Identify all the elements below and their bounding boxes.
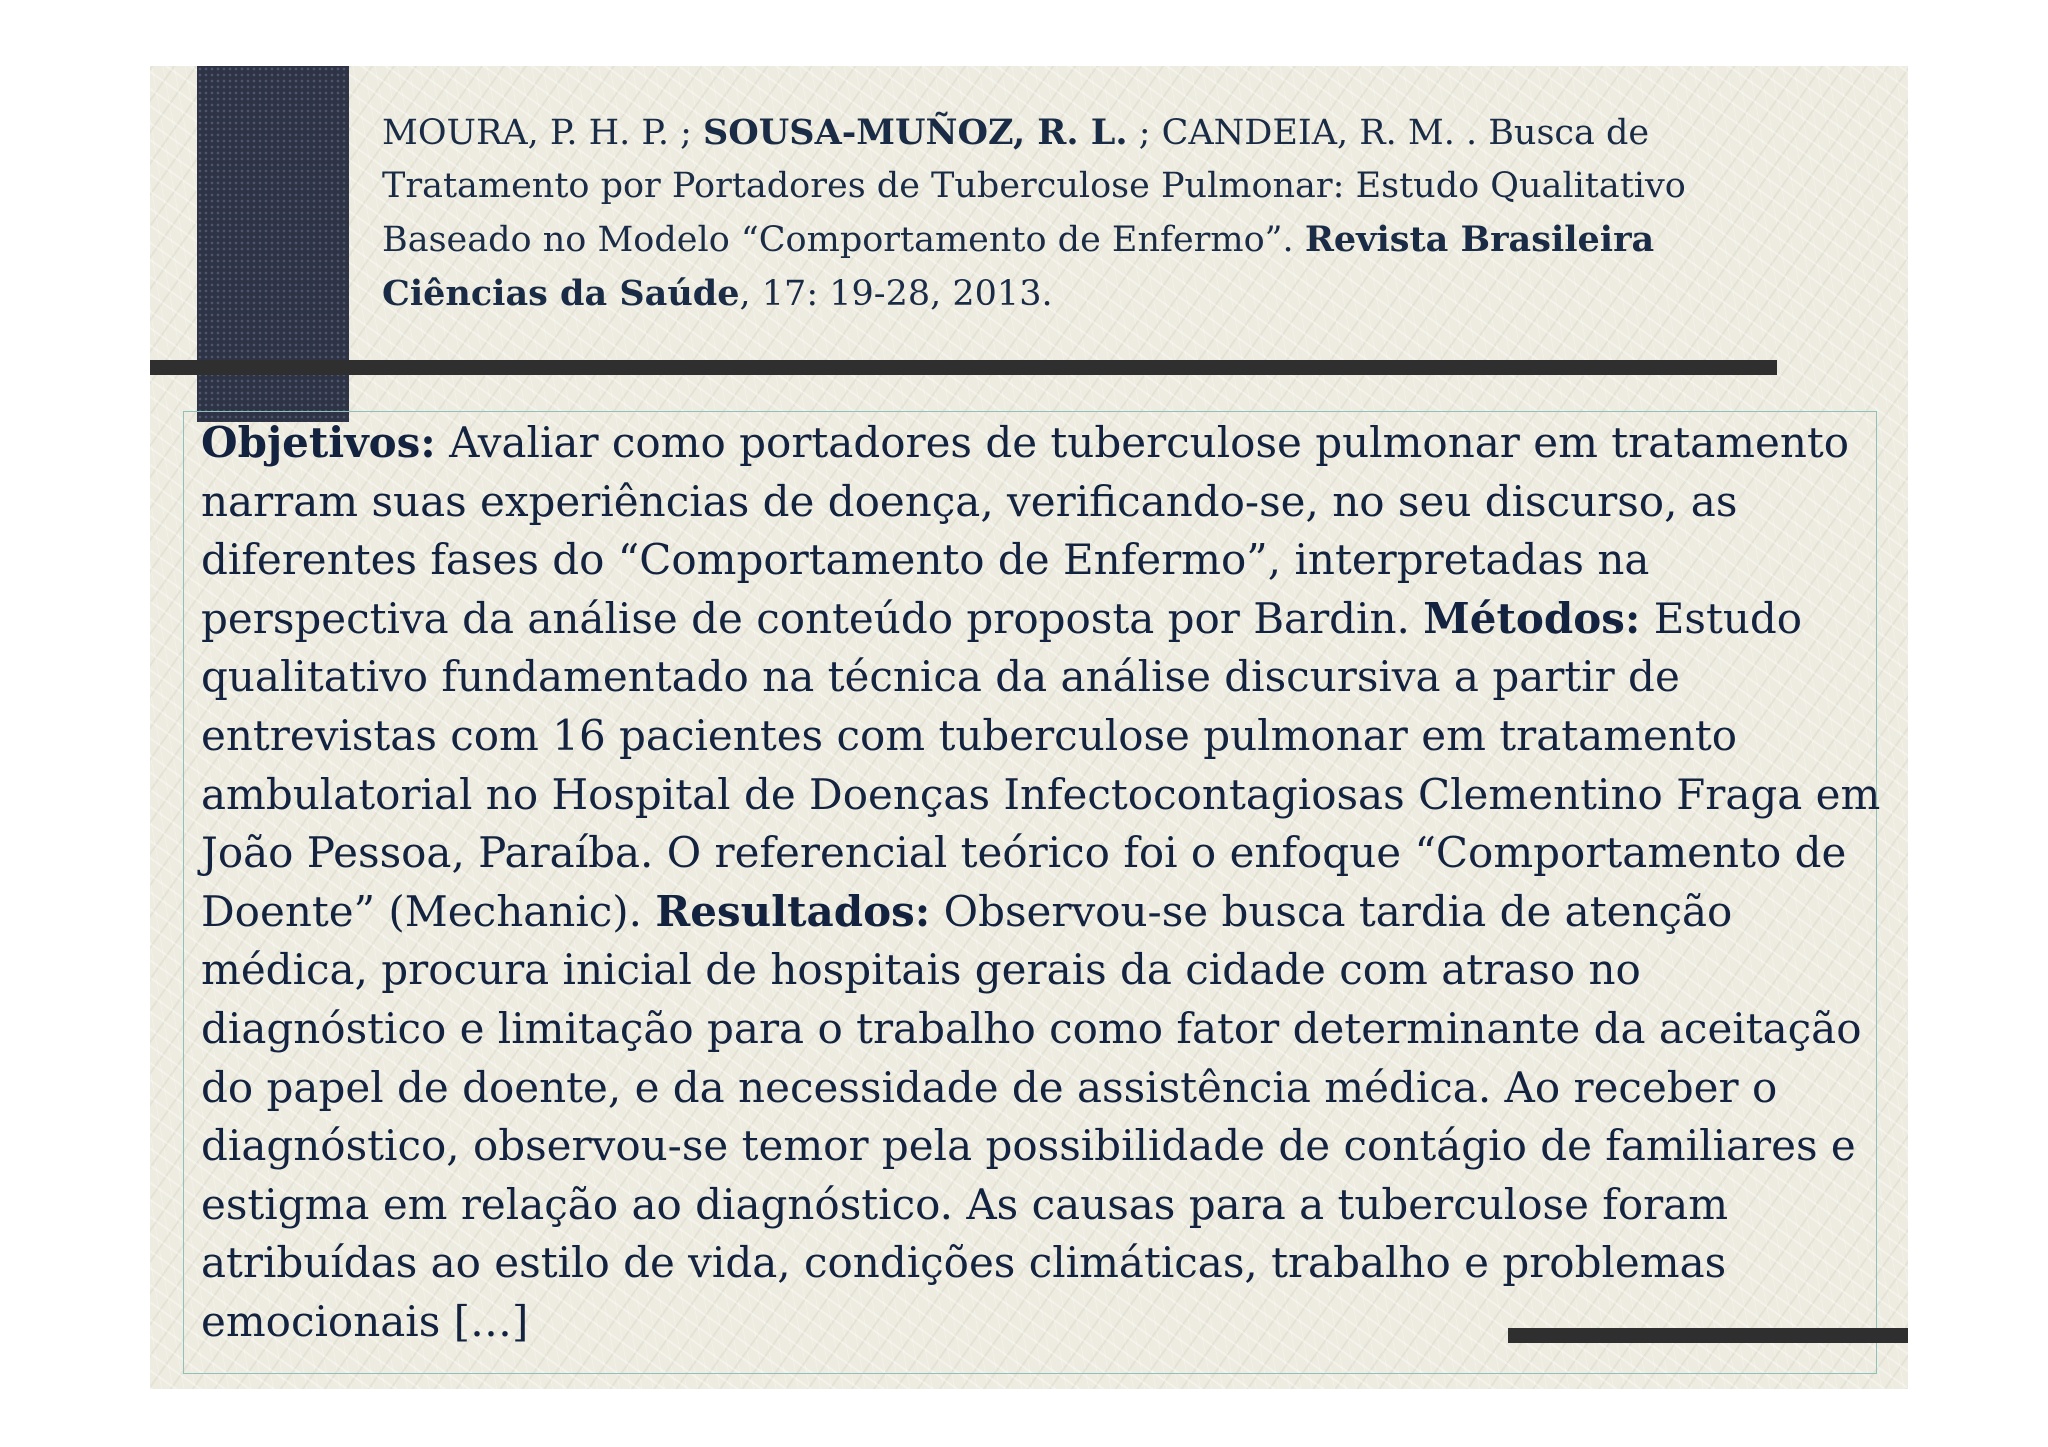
citation-details: , 17: 19-28, 2013. (739, 274, 1053, 314)
citation-journal: Revista Brasileira Ciências da Saúde (382, 219, 1655, 314)
resultados-label: Resultados: (655, 886, 931, 936)
metodos-label: Métodos: (1423, 593, 1641, 643)
header-divider-bar (150, 360, 1777, 375)
abstract-text (201, 414, 1881, 1352)
citation-authors: MOURA, P. H. P. ; (382, 113, 704, 153)
citation (382, 106, 1802, 321)
footer-divider-bar (1508, 1328, 1908, 1343)
objetivos-label: Objetivos: (201, 418, 436, 467)
resultados-text: Observou-se busca tardia de atenção médica, procura inicial de hospitais gerais da cidade com atraso no diagnóstico e limitação para o trabalho como fator determinante da aceitação do papel de doente, e da necessidade de assistência médica. Ao receber o diagnóstico, observou-se temor pela possibilidade de contágio de familiares e estigma em relação ao diagnóstico. As causas para a tuberculose foram atribuídas ao estilo de vida, condições climáticas, trabalho e problemas emocionais […] (201, 886, 1862, 1346)
citation-highlighted-author: SOUSA-MUÑOZ, R. L. (703, 112, 1128, 153)
citation-title: ; CANDEIA, R. M. . Busca de Tratamento por Portadores de Tuberculose Pulmonar: Estudo Qualitativo Baseado no Modelo “Comportamento de Enfermo”. (382, 113, 1686, 260)
slide (150, 66, 1908, 1389)
metodos-text: Estudo qualitativo fundamentado na técnica da análise discursiva a partir de entrevistas com 16 pacientes com tuberculose pulmonar em tratamento ambulatorial no Hospital de Doenças Infectocontagiosas Clementino Fraga em João Pessoa, Paraíba. O referencial teórico foi o enfoque “Comportamento de Doente” (Mechanic). (201, 593, 1881, 936)
objetivos-text: Avaliar como portadores de tuberculose pulmonar em tratamento narram suas experiências de doença, verificando-se, no seu discurso, as diferentes fases do “Comportamento de Enfermo”, interpretadas na perspectiva da análise de conteúdo proposta por Bardin. (201, 418, 1850, 643)
